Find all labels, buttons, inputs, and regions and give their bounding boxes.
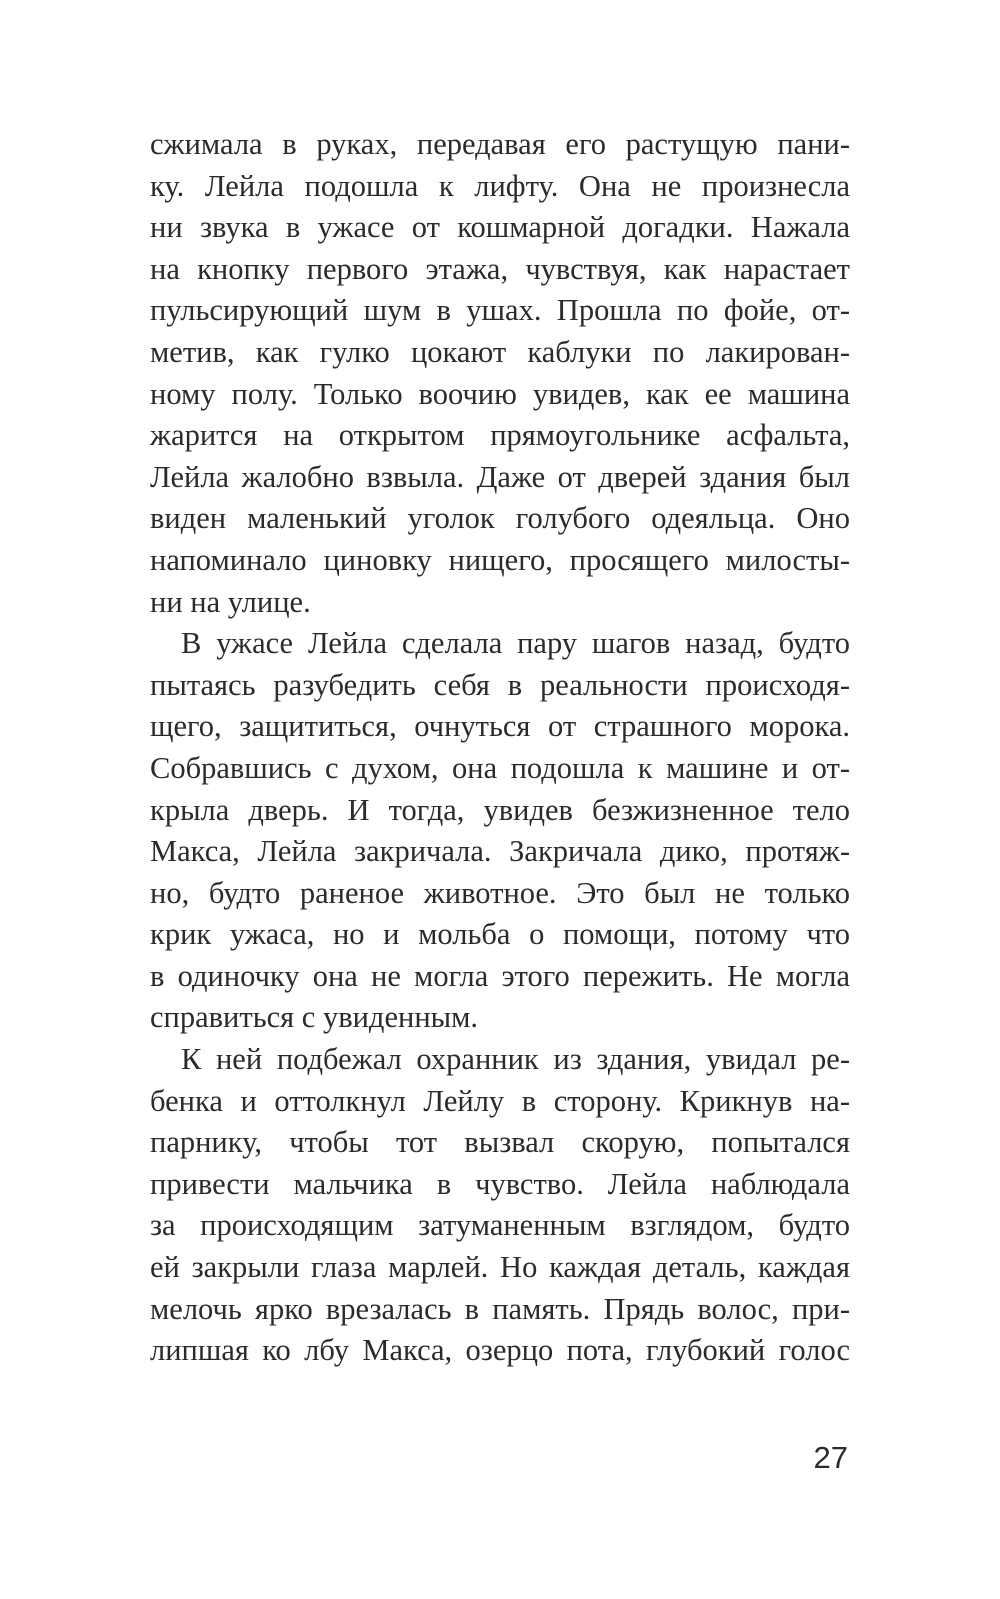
text-line: ни на улице.: [150, 584, 311, 619]
text-line: в одиночку она не могла этого пережить. Не могла: [150, 958, 850, 993]
text-line: ей закрыли глаза марлей. Но каждая деталь, каждая: [150, 1250, 850, 1285]
text-line: жарится на открытом прямоугольнике асфальта,: [150, 418, 850, 453]
text-line: пытаясь разубедить себя в реальности происходя-: [150, 667, 850, 702]
body-text: [150, 124, 850, 1372]
text-line: виден маленький уголок голубого одеяльца. Оно: [150, 501, 850, 536]
text-line: К ней подбежал охранник из здания, увидал ре-: [181, 1042, 850, 1077]
text-line: сжимала в руках, передавая его растущую пани-: [150, 127, 850, 161]
text-line: крик ужаса, но и мольба о помощи, потому что: [150, 917, 850, 952]
text-line: крыла дверь. И тогда, увидев безжизненное тело: [150, 792, 850, 827]
text-line: бенка и оттолкнул Лейлу в сторону. Крикнув на-: [150, 1083, 850, 1118]
text-line: парнику, чтобы тот вызвал скорую, попытался: [150, 1125, 850, 1160]
page-number: 27: [813, 1440, 848, 1475]
text-line: В ужасе Лейла сделала пару шагов назад, будто: [181, 626, 850, 661]
text-line: ному полу. Только воочию увидев, как ее машина: [150, 376, 850, 411]
text-line: ку. Лейла подошла к лифту. Она не произнесла: [150, 168, 850, 203]
text-line: пульсирующий шум в ушах. Прошла по фойе, от-: [150, 293, 850, 328]
text-line: липшая ко лбу Макса, озерцо пота, глубокий голос: [150, 1333, 850, 1368]
text-line: напоминало циновку нищего, просящего милосты-: [150, 542, 850, 577]
text-line: справиться с увиденным.: [150, 1000, 479, 1035]
text-line: но, будто раненое животное. Это был не только: [150, 875, 850, 910]
text-line: метив, как гулко цокают каблуки по лакирован-: [150, 334, 850, 369]
text-line: щего, защититься, очнуться от страшного морока.: [150, 709, 850, 744]
text-line: ни звука в ужасе от кошмарной догадки. Нажала: [150, 210, 850, 245]
text-line: Собравшись с духом, она подошла к машине и от-: [150, 750, 850, 785]
text-line: Лейла жалобно взвыла. Даже от дверей здания был: [150, 459, 850, 494]
text-line: за происходящим затуманенным взглядом, будто: [150, 1208, 850, 1243]
text-line: мелочь ярко врезалась в память. Прядь волос, при-: [150, 1291, 850, 1326]
text-line: на кнопку первого этажа, чувствуя, как нарастает: [150, 251, 850, 286]
text-line: привести мальчика в чувство. Лейла наблюдала: [150, 1166, 850, 1201]
text-line: Макса, Лейла закричала. Закричала дико, протяж-: [150, 834, 850, 869]
